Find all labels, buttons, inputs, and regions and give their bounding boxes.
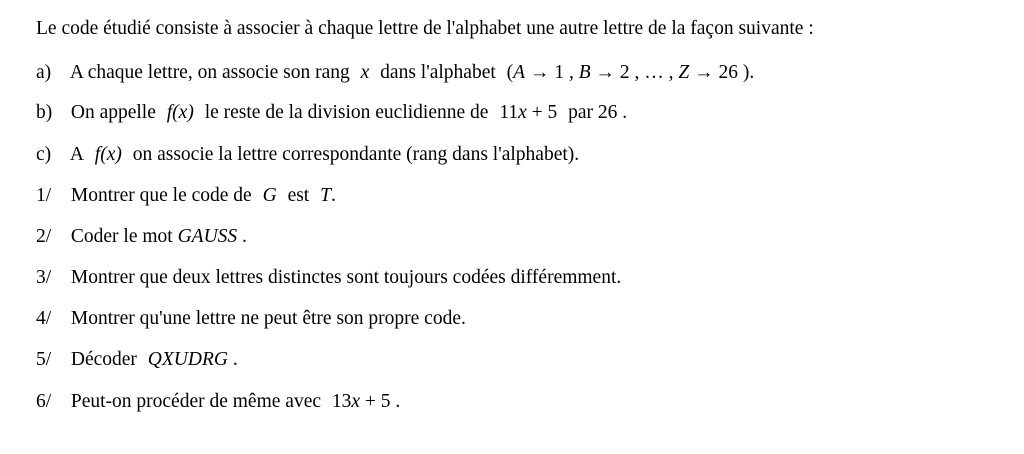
question-label: 1/ (36, 185, 52, 206)
question-text: Montrer qu'une lettre ne peut être son propre code. (70, 308, 466, 329)
math-letter: B (578, 62, 591, 83)
question-text: Coder le mot (70, 226, 173, 247)
mapping-text: → 1 , (529, 62, 574, 83)
question-text: . (242, 226, 247, 247)
question-text: . (395, 391, 401, 412)
math-letter: A (513, 62, 526, 83)
paren: ( (506, 62, 514, 83)
math-variable: x (518, 102, 527, 123)
rule-label: a) (36, 62, 52, 83)
math-variable: x (360, 62, 370, 83)
rule-c (36, 145, 579, 165)
question-label: 3/ (36, 267, 52, 288)
math-letter: T (320, 185, 331, 206)
question-text: Montrer que le code de (70, 185, 252, 206)
question-2 (36, 227, 247, 247)
intro-text: Le code étudié consiste à associer à chaque lettre de l'alphabet une autre lettre de la façon suivante : (36, 18, 814, 39)
rule-text: le reste de la division euclidienne de (204, 102, 489, 123)
math-function: f(x) (94, 144, 122, 165)
mapping-text: → 26 ). (694, 62, 755, 83)
question-text: Décoder (70, 349, 137, 370)
math-function: f(x) (166, 102, 194, 123)
rule-label: c) (36, 144, 52, 165)
question-label: 4/ (36, 308, 52, 329)
expr-number: 13 (331, 391, 352, 412)
question-label: 5/ (36, 349, 52, 370)
rule-label: b) (36, 102, 53, 123)
rule-text: A chaque lettre, on associe son rang (69, 62, 350, 83)
rule-text: dans l'alphabet (380, 62, 496, 83)
rule-text: par 26 . (568, 102, 628, 123)
question-5 (36, 350, 238, 370)
rule-text: on associe la lettre correspondante (rang dans l'alphabet). (132, 144, 580, 165)
question-1 (36, 186, 336, 206)
question-text: . (232, 349, 238, 370)
question-text: Montrer que deux lettres distinctes sont toujours codées différemment. (70, 267, 622, 288)
mapping-text: → 2 , … , (595, 62, 674, 83)
rule-b (36, 103, 627, 123)
expr-rest: + 5 (531, 102, 558, 123)
rule-text: On appelle (70, 102, 156, 123)
question-4 (36, 309, 466, 329)
question-label: 6/ (36, 391, 52, 412)
question-text: . (330, 185, 336, 206)
question-6 (36, 392, 400, 412)
expr-number: 11 (499, 102, 519, 123)
math-letter: G (262, 185, 277, 206)
question-label: 2/ (36, 226, 52, 247)
question-3 (36, 268, 621, 288)
math-word: GAUSS (177, 226, 238, 247)
math-variable: x (351, 391, 361, 412)
expr-rest: + 5 (364, 391, 391, 412)
math-letter: Z (678, 62, 690, 83)
rule-a (36, 63, 754, 83)
math-word: QXUDRG (147, 349, 228, 370)
intro-paragraph (36, 19, 814, 39)
rule-text: A (69, 144, 84, 165)
question-text: Peut-on procéder de même avec (70, 391, 322, 412)
question-text: est (287, 185, 310, 206)
